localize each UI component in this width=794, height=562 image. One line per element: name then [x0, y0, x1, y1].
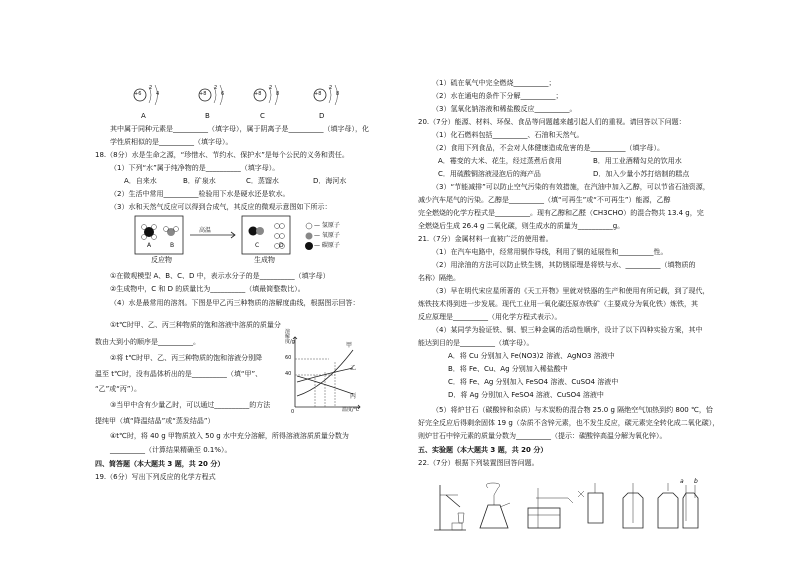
- q21-5c: 则炉甘石中锌元素的质量分数为__________（提示：碳酸锌高温分解为氧化锌）。: [418, 432, 667, 440]
- q20-3c: 完全燃烧的化学方程式是__________。现有乙醇和乙醛（CH3CHO）的混合物共 13.4 g，完: [418, 209, 704, 217]
- atom-d-label: D: [319, 112, 325, 120]
- legend-oxygen: — 氧原子: [314, 232, 340, 239]
- graph-ylabel: 溶解度/g: [285, 329, 295, 345]
- reactant-label-b: B: [170, 242, 175, 249]
- atom-b-nucleus: +8: [199, 91, 207, 97]
- graph-ytick-60: 60: [285, 355, 292, 361]
- products-caption: 生成物: [254, 256, 275, 264]
- q21-1: （1）在汽车电路中，经常用铜作导线，利用了铜的延展性和__________性。: [432, 248, 668, 256]
- atom-a-label: A: [141, 112, 146, 120]
- q17-line-2: 学性质相似的是__________（填字母）。: [110, 138, 233, 146]
- q21-option-c: C．将 Fe、Ag 分别加入 FeSO4 溶液、CuSO4 溶液中: [448, 378, 619, 386]
- q21-5b: 好完全反应后得剩余固体 19 g（杂质不含锌元素，也不发生反应，碳元素完全转化成二氧化碳），: [418, 419, 720, 427]
- q21-3a: （3）早在明代宋应星所著的《天工开物》里就对铁器的生产和使用有所记载，到了现代，: [432, 287, 710, 295]
- graph-ytick-40: 40: [285, 371, 292, 377]
- q18-4-3a: ③当甲中含有少量乙时，可以通过__________的方法: [110, 401, 271, 409]
- reactants-caption: 反应物: [151, 256, 172, 264]
- q18-option-c: C．蒸馏水: [246, 177, 279, 185]
- q18-4-1b: 数由大到小的顺序是__________。: [95, 338, 200, 346]
- q22-heading: 22.（7分）根据下列装置图回答问题。: [418, 459, 539, 467]
- q20-heading: 20.（7分）能源、材料、环保、食品等问题越来越引起人们的重视。请回答以下问题：: [418, 118, 686, 126]
- q19-heading: 19.（6分）写出下列反应的化学方程式: [95, 473, 216, 481]
- q21-3b: 炼铁技术得到进一步发展。现代工业用一氧化碳还原赤铁矿（主要成分为氧化铁）炼铁，其: [418, 300, 698, 308]
- apparatus-label-a: a: [680, 478, 684, 485]
- q18-2: （2）生活中常用__________检验用下水是硬水还是软水。: [110, 190, 290, 198]
- q17-line-1: 其中属于同种元素是__________（填字母），属于阴离子是__________（填字母），化: [110, 125, 369, 133]
- section-4-heading: 四、简答题（本大题共 3 题，共 20 分）: [95, 460, 225, 468]
- atom-a-nucleus: +6: [134, 91, 142, 97]
- q18-4-2b: 温至 t℃时，没有晶体析出的是__________（填“甲”、: [95, 370, 263, 378]
- lab-apparatus-diagram: [428, 483, 698, 533]
- q20-option-a: A．霉变的大米、花生，经过蒸煮后食用: [438, 157, 562, 165]
- q18-3-1: ①在微观模型 A、B、C、D 中，表示水分子的是__________（填字母）: [110, 272, 330, 280]
- product-label-c: C: [255, 242, 260, 249]
- q18-4-2a: ②将 t℃时甲、乙、丙三种物质的饱和溶液分别降: [110, 354, 263, 362]
- atom-a-shell-2: 4: [156, 91, 160, 97]
- q18-4-1a: ①t℃时甲、乙、丙三种物质的饱和溶液中溶质的质量分: [110, 321, 281, 329]
- q18-4-4b: __________（计算结果精确至 0.1%）。: [110, 446, 232, 454]
- q18-option-a: A．自来水: [124, 177, 157, 185]
- q18-4-3b: 提纯甲（填“降温结晶”或“蒸发结晶”）: [95, 417, 215, 425]
- q21-4a: （4）某同学为验证铁、铜、银三种金属的活动性顺序，设计了以下四种实验方案，其中: [432, 326, 703, 334]
- product-label-d: D: [279, 242, 284, 249]
- atom-d-nucleus: +8: [314, 91, 322, 97]
- q21-option-b: B．将 Fe、Cu、Ag 分别加入稀盐酸中: [448, 365, 568, 373]
- q21-option-d: D．将 Ag 分别加入 FeSO4 溶液、CuSO4 溶液中: [448, 391, 604, 399]
- atom-d-shell-2: 8: [336, 91, 340, 97]
- atom-a-shell-1: 2: [149, 85, 153, 91]
- q21-4b: 能达到目的是__________（填字母）。: [418, 339, 534, 347]
- q18-4-4a: ④t℃时，将 40 g 甲物质放入 50 g 水中充分溶解，所得溶液溶质质量分数为: [110, 432, 349, 440]
- graph-xlabel: 温度/℃: [342, 407, 360, 413]
- q20-1: （1）化石燃料包括__________、石油和天然气。: [432, 131, 584, 139]
- q21-2a: （2）用涂油的方法可以防止铁生锈，其防锈原理是将铁与水、__________（填物质的: [432, 261, 696, 269]
- q20-3d: 全燃烧后生成 26.4 g 二氧化碳，则生成水的质量为__________g。: [418, 222, 625, 230]
- q21-5a: （5）将炉甘石（碳酸锌和杂质）与木炭粉的混合物 25.0 g 隔绝空气加热到约 800 ℃，恰: [432, 406, 713, 414]
- q18-4-2c: “乙”或“丙”）。: [95, 385, 142, 393]
- atom-c-label: C: [260, 112, 265, 120]
- graph-series-bing: 丙: [350, 393, 357, 400]
- q20-3a: （3）“节能减排”可以防止空气污染的有效措施，在汽油中加入乙醇，可以节省石油资源，: [432, 183, 710, 191]
- graph-series-jia: 甲: [346, 342, 353, 349]
- q20-3b: 减少汽车尾气的污染。乙醇是__________（填“可再生”或“不可再生”）能源，乙醇: [418, 196, 671, 204]
- q18-option-d: D．海河水: [313, 177, 347, 185]
- q20-option-d: D．加入少量小苏打焙制的糕点: [593, 170, 690, 178]
- atom-b-shell-2: 6: [221, 91, 225, 97]
- q21-3c: 反应原理是__________（用化学方程式表示）。: [418, 313, 562, 321]
- q21-2b: 名称）隔绝。: [418, 274, 460, 282]
- graph-origin: 0: [291, 409, 295, 415]
- atom-d-shell-1: 2: [329, 85, 333, 91]
- q18-1: （1）下列“水”属于纯净物的是__________（填字母）。: [110, 164, 280, 172]
- q21-option-a: A．将 Cu 分别加入 Fe(NO3)2 溶液、AgNO3 溶液中: [448, 352, 615, 360]
- atom-c-nucleus: +8: [254, 91, 262, 97]
- reactant-label-a: A: [147, 242, 152, 249]
- q20-2: （2）食用下列食品，不会对人体健康造成危害的是__________（填字母）。: [432, 144, 664, 152]
- legend-hydrogen: — 氢原子: [314, 222, 340, 229]
- atom-b-shell-1: 2: [214, 85, 218, 91]
- legend-carbon: — 碳原子: [314, 242, 340, 249]
- q21-heading: 21.（7分）金属材料一直被广泛的使用着。: [418, 235, 553, 243]
- atom-c-shell-1: 2: [269, 85, 273, 91]
- q19-3: （3）氢氧化钠溶液和稀盐酸反应__________。: [432, 105, 577, 113]
- q18-heading: 18.（8分）水是生命之源，“珍惜水、节约水、保护水”是每个公民的义务和责任。: [95, 151, 349, 159]
- solubility-graph: [285, 329, 365, 412]
- q18-3-2: ②生成物中，C 和 D 的质量比为__________（填最简整数比）。: [110, 285, 305, 293]
- section-5-heading: 五、实验题（本大题共 3 题，共 20 分）: [418, 446, 548, 454]
- atom-c-shell-2: 8: [276, 91, 280, 97]
- q20-option-c: C．用硫酸铜溶液浸泡后的海产品: [438, 170, 541, 178]
- apparatus-label-b: b: [694, 478, 698, 485]
- q19-2: （2）水在通电的条件下分解__________；: [432, 92, 563, 100]
- q19-1: （1）硫在氧气中完全燃烧__________；: [432, 79, 556, 87]
- q18-option-b: B．矿泉水: [183, 177, 216, 185]
- q18-3: （3）水和天然气反应可以得到合成气，其反应的微观示意图如下所示：: [110, 203, 332, 211]
- atom-b-label: B: [205, 112, 210, 120]
- q18-4: （4）水是最常用的溶剂。下图是甲乙丙三种物质的溶解度曲线，根据图示回答：: [110, 299, 360, 307]
- reaction-condition: 高温: [199, 227, 212, 234]
- graph-series-yi: 乙: [350, 365, 357, 372]
- q20-option-b: B．用工业酒精勾兑的饮用水: [593, 157, 682, 165]
